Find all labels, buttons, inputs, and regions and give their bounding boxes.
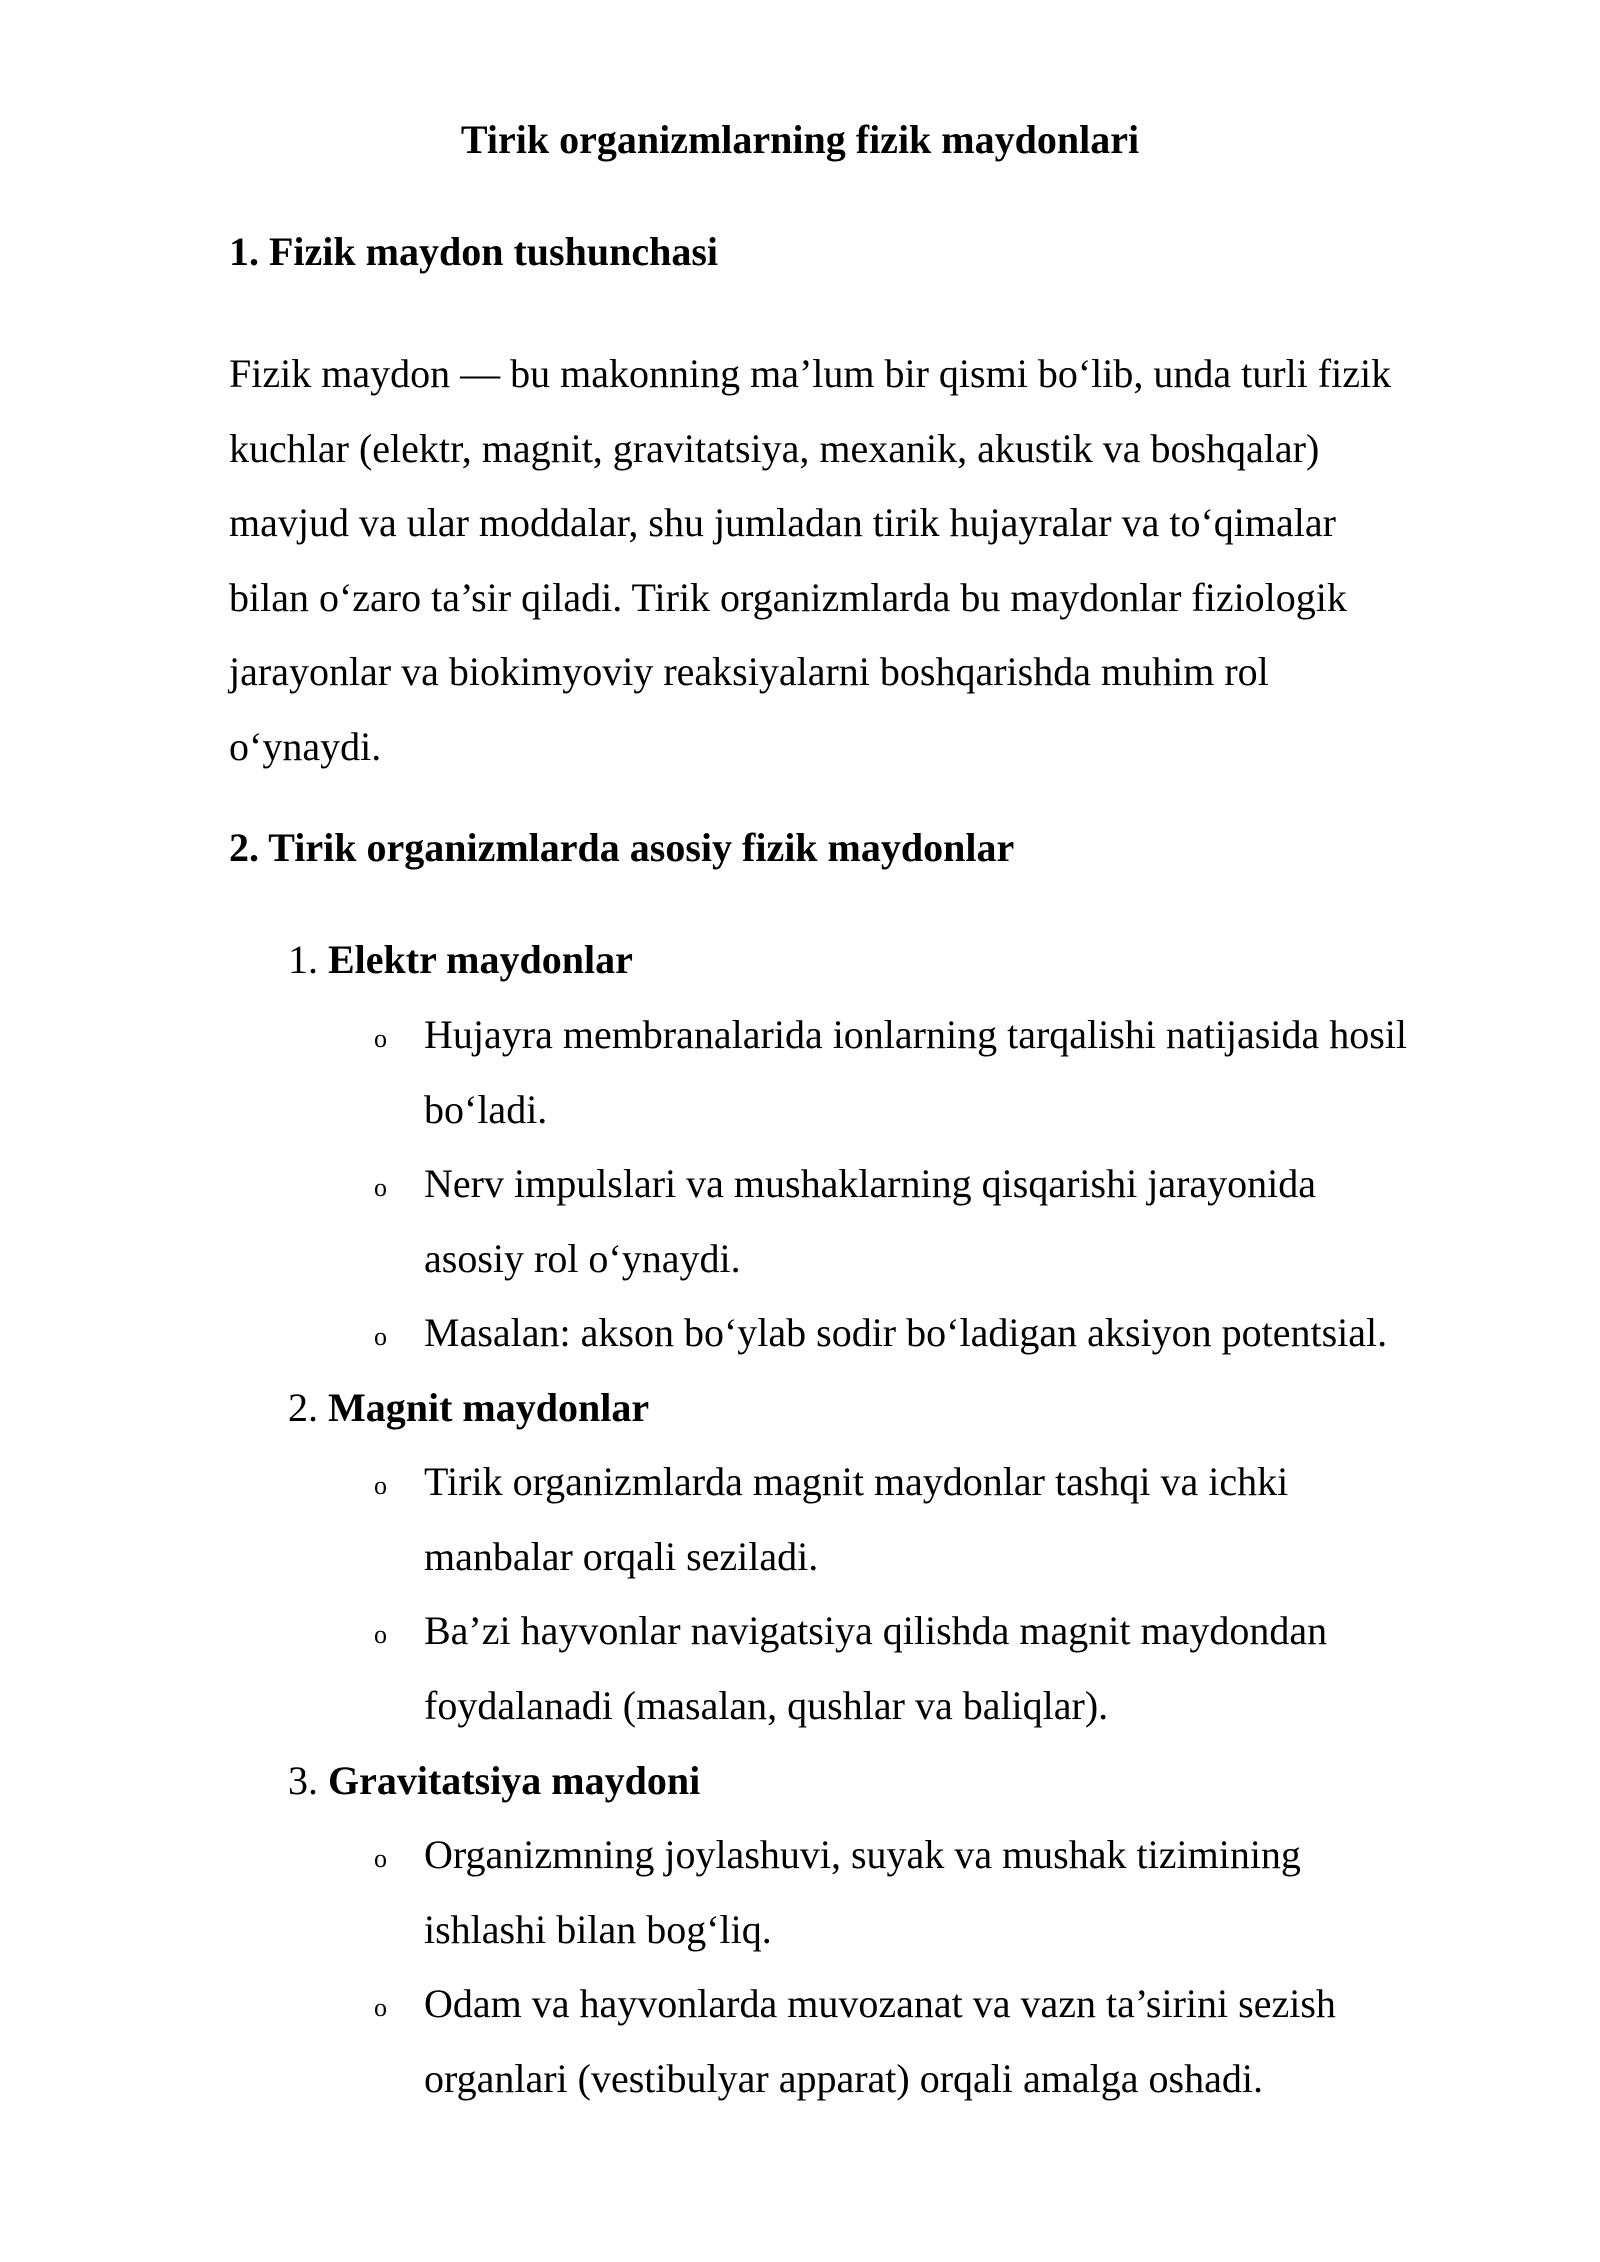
section-heading-2: 2. Tirik organizmlarda asosiy fizik maydonlar <box>229 825 1015 870</box>
bullet-line: Nerv impulslari va mushaklarning qisqarishi jarayonida <box>424 1161 1317 1206</box>
bullet-line: asosiy rol o‘ynaydi. <box>424 1235 741 1281</box>
paragraph-line: jarayonlar va biokimyoviy reaksiyalarni boshqarishda muhim rol <box>229 649 1269 694</box>
bullet-line: ishlashi bilan bog‘liq. <box>424 1906 772 1952</box>
paragraph-line: mavjud va ular moddalar, shu jumladan tirik hujayralar va to‘qimalar <box>229 500 1336 545</box>
bullet-text <box>424 1594 1544 1743</box>
paragraph-line: bilan o‘zaro ta’sir qiladi. Tirik organizmlarda bu maydonlar fiziologik <box>229 574 1347 620</box>
bullet-marker: o <box>374 1024 387 1053</box>
list-item-number: 3. <box>288 1758 318 1803</box>
list-item-number: 1. <box>288 937 318 982</box>
bullet-line: organlari (vestibulyar apparat) orqali amalga oshadi. <box>424 2055 1263 2101</box>
section-heading-1: 1. Fizik maydon tushunchasi <box>229 229 719 274</box>
bullet-line: Masalan: akson bo‘ylab sodir bo‘ladigan aksiyon potentsial. <box>424 1310 1388 1355</box>
bullet-marker: o <box>374 1322 387 1351</box>
bullet-marker: o <box>374 1620 387 1649</box>
list-item-title: Magnit maydonlar <box>328 1385 650 1430</box>
bullet-text <box>424 1296 1544 1371</box>
paragraph-line: kuchlar (elektr, magnit, gravitatsiya, mexanik, akustik va boshqalar) <box>229 425 1320 471</box>
paragraph-line: Fizik maydon — bu makonning ma’lum bir qismi bo‘lib, unda turli fizik <box>229 351 1392 396</box>
bullet-text <box>424 1967 1544 2116</box>
bullet-text <box>424 998 1544 1147</box>
list-item-title: Elektr maydonlar <box>328 937 633 982</box>
document-title: Tirik organizmlarning fizik maydonlari <box>460 117 1140 162</box>
bullet-marker: o <box>374 1471 387 1500</box>
bullet-text <box>424 1818 1544 1967</box>
bullet-text <box>424 1147 1544 1296</box>
bullet-line: foydalanadi (masalan, qushlar va baliqlar). <box>424 1682 1109 1728</box>
bullet-line: Tirik organizmlarda magnit maydonlar tashqi va ichki <box>424 1459 1289 1504</box>
list-item-number: 2. <box>288 1385 318 1430</box>
bullet-marker: o <box>374 1844 387 1873</box>
bullet-line: Hujayra membranalarida ionlarning tarqalishi natijasida hosil <box>424 1012 1408 1057</box>
bullet-line: Ba’zi hayvonlar navigatsiya qilishda magnit maydondan <box>424 1608 1328 1653</box>
bullet-line: manbalar orqali seziladi. <box>424 1533 819 1579</box>
list-item-title: Gravitatsiya maydoni <box>328 1758 701 1803</box>
section-1-paragraph <box>229 337 1519 784</box>
bullet-line: Organizmning joylashuvi, suyak va mushak tizimining <box>424 1832 1301 1877</box>
bullet-line: bo‘ladi. <box>424 1086 548 1132</box>
bullet-line: Odam va hayvonlarda muvozanat va vazn ta’sirini sezish <box>424 1981 1336 2026</box>
bullet-marker: o <box>374 1173 387 1202</box>
paragraph-line: o‘ynaydi. <box>229 723 382 769</box>
bullet-text <box>424 1445 1544 1594</box>
bullet-marker: o <box>374 1993 387 2022</box>
